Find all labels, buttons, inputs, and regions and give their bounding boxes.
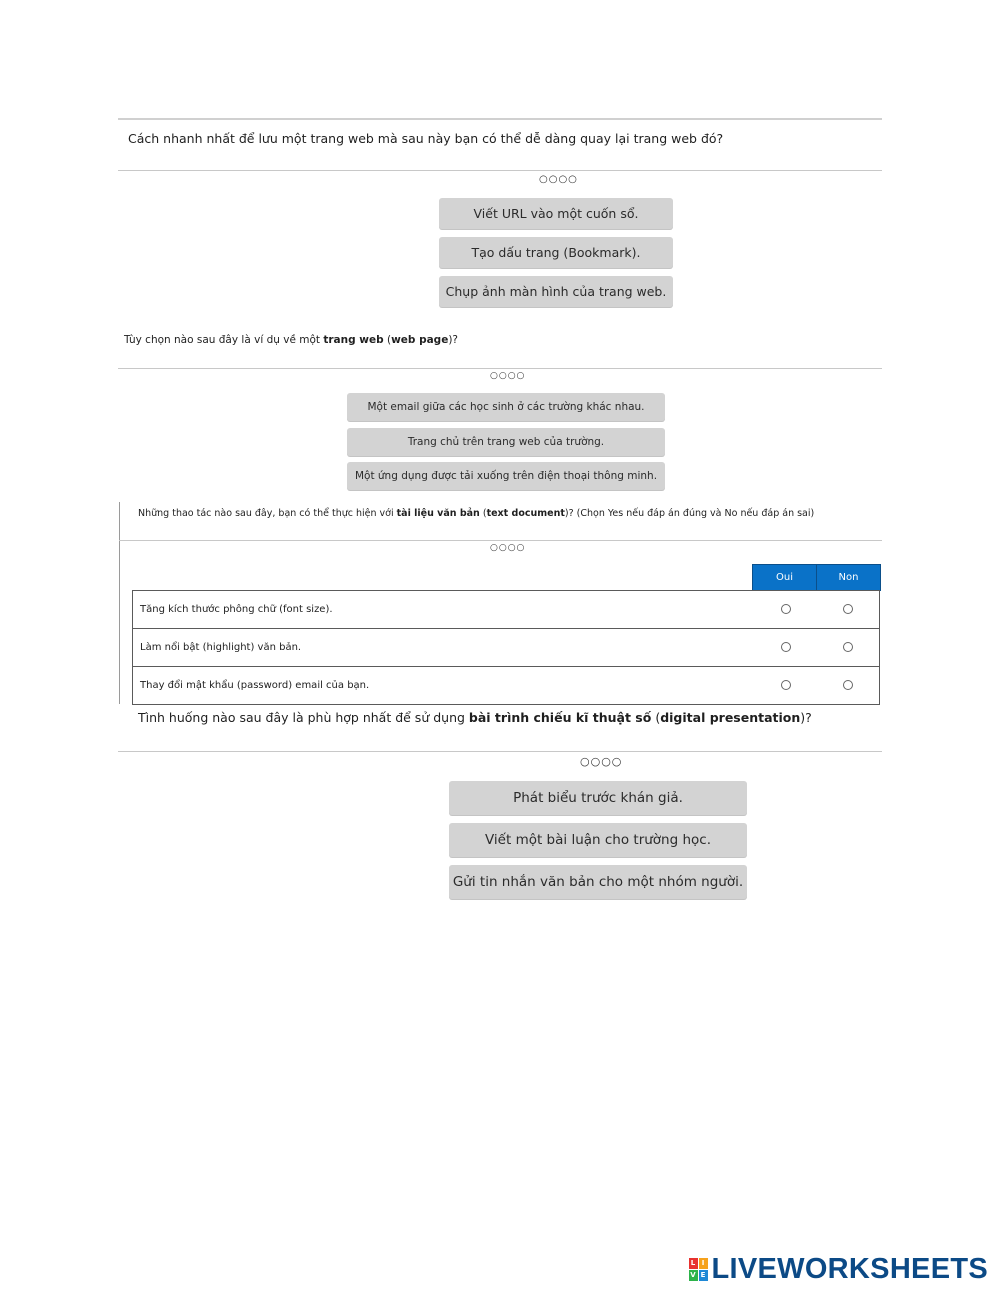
logo-mark-letter: E	[699, 1270, 708, 1281]
radio-no[interactable]	[843, 604, 853, 614]
divider	[118, 368, 882, 369]
radio-no[interactable]	[843, 642, 853, 652]
answer-option[interactable]: Viết một bài luận cho trường học.	[449, 823, 747, 857]
logo-mark-letter: I	[699, 1258, 708, 1269]
answer-option[interactable]: Viết URL vào một cuốn sổ.	[439, 198, 673, 229]
logo-mark-letter: L	[689, 1258, 698, 1269]
table-row	[133, 667, 880, 705]
divider	[118, 118, 882, 120]
statement-cell: Làm nổi bật (highlight) văn bản.	[133, 629, 756, 667]
statement-cell: Thay đổi mật khẩu (password) email của bạn.	[133, 667, 756, 705]
question-keyword: tài liệu văn bản	[396, 508, 480, 519]
question-text-part: Tùy chọn nào sau đây là ví dụ về một	[124, 334, 324, 346]
question-3-text	[138, 508, 814, 519]
question-text-part: (	[651, 710, 661, 725]
question-keyword: digital presentation	[660, 710, 801, 725]
answer-option[interactable]: Một ứng dụng được tải xuống trên điện thoại thông minh.	[347, 462, 665, 490]
no-cell	[817, 591, 880, 629]
answer-option[interactable]: Gửi tin nhắn văn bản cho một nhóm người.	[449, 865, 747, 899]
radio-yes[interactable]	[781, 604, 791, 614]
question-3-dots: ○○○○	[490, 543, 526, 553]
yes-cell	[755, 591, 817, 629]
left-border	[119, 502, 120, 704]
question-keyword: trang web	[323, 334, 384, 346]
no-cell	[817, 667, 880, 705]
question-2-dots: ○○○○	[490, 371, 526, 381]
column-header-no: Non	[816, 564, 881, 591]
answer-option[interactable]: Một email giữa các học sinh ở các trường khác nhau.	[347, 393, 665, 421]
logo-mark-icon	[689, 1258, 708, 1281]
question-text-part: (	[479, 508, 487, 519]
question-2-text	[124, 334, 458, 346]
logo-text: LIVEWORKSHEETS	[711, 1253, 988, 1285]
question-4-dots: ○○○○	[580, 755, 623, 768]
answer-option[interactable]: Trang chủ trên trang web của trường.	[347, 428, 665, 456]
question-text-part: )?	[800, 710, 812, 725]
yes-cell	[755, 629, 817, 667]
no-cell	[817, 629, 880, 667]
radio-yes[interactable]	[781, 642, 791, 652]
answer-option[interactable]: Phát biểu trước khán giả.	[449, 781, 747, 815]
radio-yes[interactable]	[781, 680, 791, 690]
divider	[118, 170, 882, 171]
divider	[119, 540, 882, 541]
question-text-part: (	[383, 334, 392, 346]
answer-option[interactable]: Chụp ảnh màn hình của trang web.	[439, 276, 673, 307]
radio-no[interactable]	[843, 680, 853, 690]
question-1-dots: ○○○○	[539, 174, 578, 185]
question-1-text: Cách nhanh nhất để lưu một trang web mà sau này bạn có thể dễ dàng quay lại trang web đó?	[128, 131, 724, 146]
question-text-part: )? (Chọn Yes nếu đáp án đúng và No nếu đáp án sai)	[564, 508, 815, 519]
question-keyword: web page	[391, 334, 449, 346]
question-4-text	[138, 710, 812, 725]
question-text-part: )?	[448, 334, 458, 346]
question-keyword: text document	[486, 508, 565, 519]
answer-option[interactable]: Tạo dấu trang (Bookmark).	[439, 237, 673, 268]
table-row	[133, 591, 880, 629]
column-header-yes: Oui	[752, 564, 817, 591]
yes-cell	[755, 667, 817, 705]
table-row	[133, 629, 880, 667]
logo-mark-letter: V	[690, 1271, 696, 1279]
question-text-part: Những thao tác nào sau đây, bạn có thể thực hiện với	[138, 508, 397, 519]
divider	[118, 751, 882, 752]
liveworksheets-logo	[689, 1253, 989, 1286]
statement-cell: Tăng kích thước phông chữ (font size).	[133, 591, 756, 629]
yes-no-table	[132, 590, 880, 705]
question-keyword: bài trình chiếu kĩ thuật số	[468, 710, 652, 725]
question-text-part: Tình huống nào sau đây là phù hợp nhất để sử dụng	[138, 710, 469, 725]
